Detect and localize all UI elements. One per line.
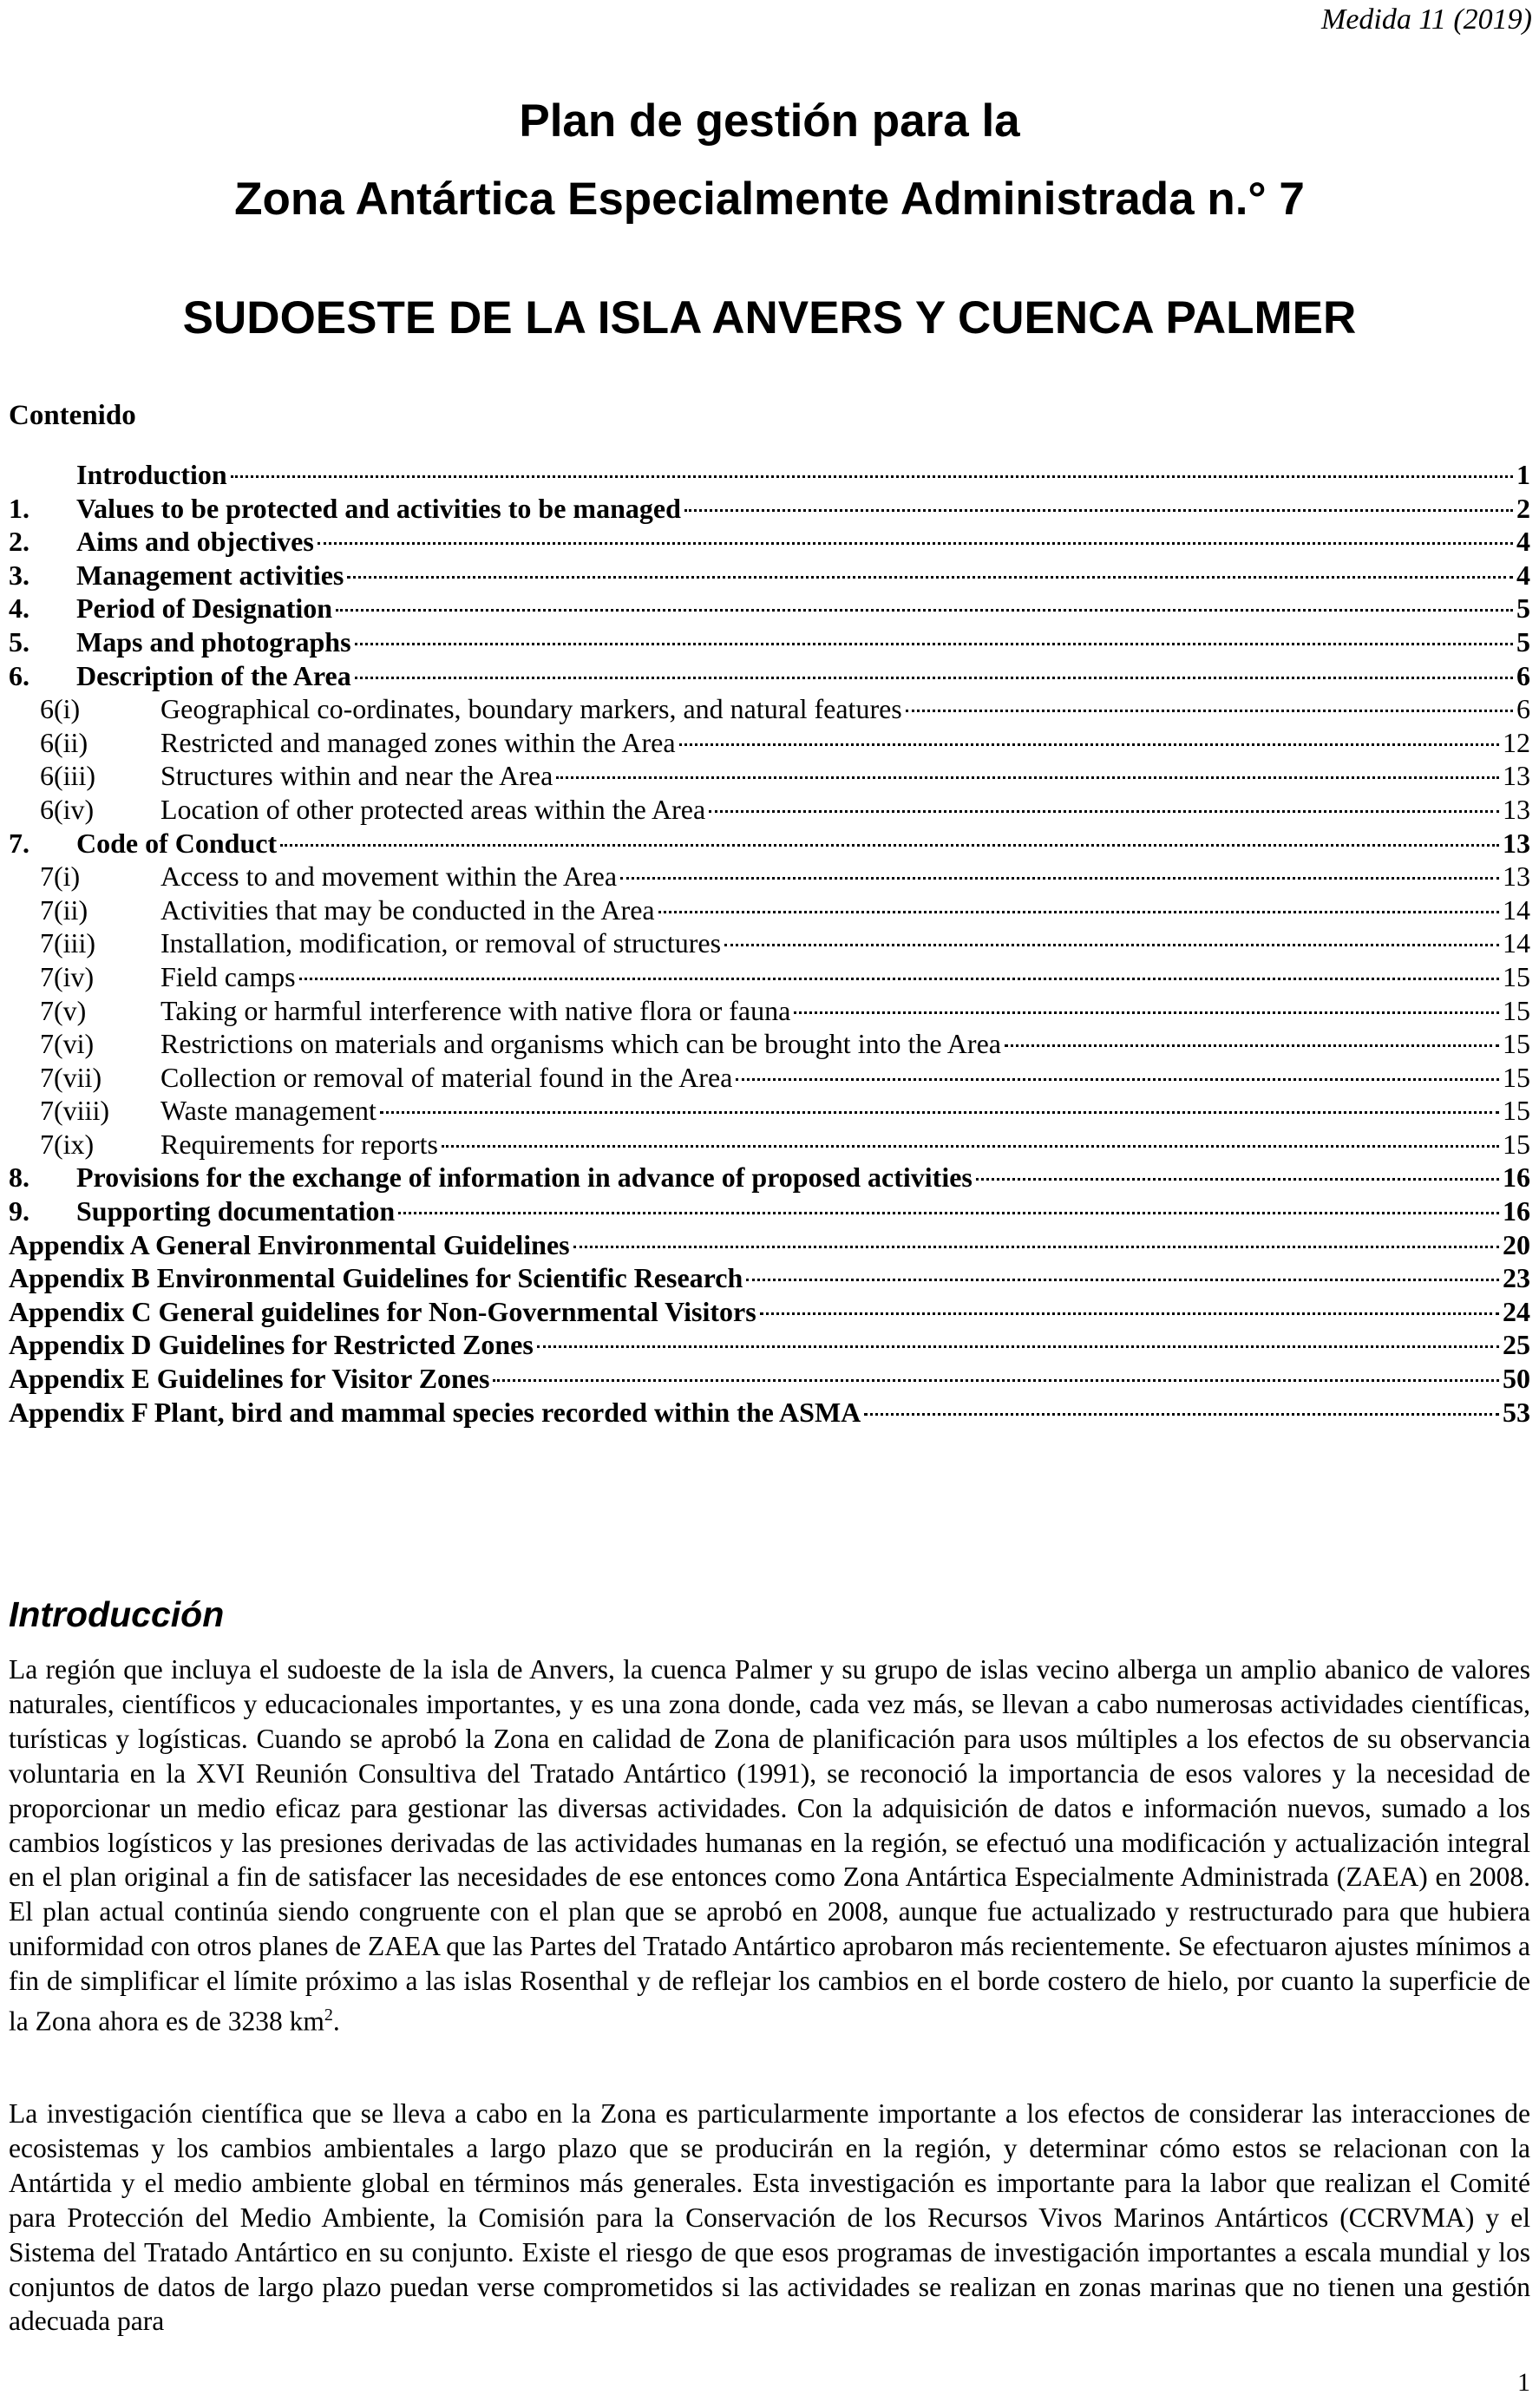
title-line-2: Zona Antártica Especialmente Administrada n.° 7 [234,173,1305,225]
intro-paragraph-1 [9,1652,1530,2038]
toc-entry-page: 14 [1503,927,1530,959]
toc-entry[interactable] [9,827,1530,860]
toc-entry-number: 7(iii) [40,927,95,959]
toc-entry-page: 13 [1503,793,1530,825]
toc-entry-page: 15 [1503,1128,1530,1160]
page-number: 1 [1517,2368,1530,2397]
measure-reference: Medida 11 (2019) [1321,3,1532,36]
toc-entry[interactable] [9,1061,1530,1095]
intro-paragraph-1-end: . [332,2006,340,2037]
toc-dot-leader [355,677,1513,679]
toc-dot-leader [760,1312,1499,1315]
toc-entry[interactable] [9,1027,1530,1061]
toc-entry-number: 8. [9,1161,29,1194]
toc-entry-title: Values to be protected and activities to be managed [76,492,681,524]
toc-entry[interactable] [9,759,1530,793]
toc-entry-page: 24 [1503,1295,1530,1327]
toc-entry-page: 15 [1503,960,1530,992]
toc-entry-title: Field camps [160,960,296,992]
toc-dot-leader [280,844,1499,847]
toc-dot-leader [556,776,1499,779]
toc-dot-leader [318,542,1513,545]
toc-entry-page: 5 [1516,625,1530,658]
toc-entry-page: 13 [1503,760,1530,792]
toc-entry-page: 15 [1503,1028,1530,1060]
toc-entry[interactable] [9,1094,1530,1128]
toc-entry-number: 4. [9,592,29,625]
toc-entry[interactable] [9,1295,1530,1329]
toc-entry-title: Appendix D Guidelines for Restricted Zones [9,1329,534,1361]
toc-entry[interactable] [9,559,1530,592]
title-line-3: SUDOESTE DE LA ISLA ANVERS Y CUENCA PALMER [182,292,1357,344]
toc-entry-title: Appendix E Guidelines for Visitor Zones [9,1363,490,1395]
toc-entry-number: 5. [9,625,29,658]
toc-entry[interactable] [9,625,1530,659]
toc-entry-number: 6(iii) [40,760,95,792]
toc-dot-leader [336,609,1513,612]
toc-entry-title: Installation, modification, or removal of structures [160,927,722,959]
toc-entry-page: 12 [1503,726,1530,758]
toc-entry[interactable] [9,659,1530,693]
toc-entry[interactable] [9,1194,1530,1228]
toc-entry-number: 6(ii) [40,726,88,758]
toc-dot-leader [736,1078,1499,1081]
toc-entry-number: 7(vi) [40,1028,95,1060]
toc-entry-title: Supporting documentation [76,1195,396,1227]
toc-entry-title: Activities that may be conducted in the Area [160,893,655,926]
toc-entry-page: 2 [1516,492,1530,524]
table-of-contents [9,458,1530,1429]
toc-dot-leader [1005,1044,1499,1047]
toc-entry[interactable] [9,893,1530,927]
toc-dot-leader [493,1379,1499,1382]
toc-dot-leader [746,1279,1499,1281]
toc-entry-title: Aims and objectives [76,526,314,558]
toc-entry-number: 3. [9,559,29,591]
toc-entry[interactable] [9,1328,1530,1362]
toc-entry-number: 6. [9,659,29,691]
toc-dot-leader [709,810,1499,813]
toc-entry-number: 7(viii) [40,1095,109,1127]
toc-entry-page: 23 [1503,1262,1530,1294]
toc-entry-number: 7(ii) [40,893,88,926]
toc-entry-page: 25 [1503,1329,1530,1361]
toc-entry-page: 13 [1503,827,1530,859]
toc-entry-page: 5 [1516,592,1530,625]
toc-entry-number: 7(vii) [40,1061,102,1093]
title-line-1: Plan de gestión para la [519,95,1020,147]
toc-entry-page: 1 [1516,459,1530,490]
toc-entry-title: Appendix A General Environmental Guidelines [9,1228,570,1260]
toc-entry-number: 6(iv) [40,793,95,825]
toc-dot-leader [684,509,1513,512]
toc-entry-page: 4 [1516,559,1530,591]
toc-dot-leader [442,1145,1499,1148]
superscript-2: 2 [324,2006,333,2025]
toc-dot-leader [679,743,1499,746]
toc-entry-title: Maps and photographs [76,625,351,658]
toc-entry-title: Structures within and near the Area [160,760,553,792]
toc-entry-page: 15 [1503,994,1530,1026]
toc-dot-leader [398,1212,1499,1214]
toc-entry[interactable] [9,1362,1530,1396]
toc-entry[interactable] [9,926,1530,960]
toc-entry-number: 7(ix) [40,1128,95,1160]
toc-entry-page: 4 [1516,526,1530,558]
toc-dot-leader [299,978,1499,980]
toc-heading: Contenido [9,400,136,431]
toc-dot-leader [347,576,1513,579]
toc-entry-title: Code of Conduct [76,827,278,859]
toc-entry-title: Introduction [76,459,227,490]
toc-entry-title: Provisions for the exchange of information in advance of proposed activities [76,1161,973,1194]
toc-entry-page: 14 [1503,893,1530,926]
toc-dot-leader [380,1111,1499,1114]
toc-entry-title: Management activities [76,559,344,591]
toc-entry-number: 7(iv) [40,960,95,992]
toc-entry[interactable] [9,525,1530,559]
section-heading-introduccion: Introducción [9,1594,225,1634]
toc-entry-title: Access to and movement within the Area [160,860,618,893]
toc-entry-title: Location of other protected areas within the Area [160,793,706,825]
toc-entry-title: Restrictions on materials and organisms which can be brought into the Area [160,1028,1001,1060]
toc-entry-number: 6(i) [40,693,81,725]
toc-entry-number: 7(i) [40,860,81,893]
toc-entry-title: Appendix B Environmental Guidelines for Scientific Research [9,1262,743,1294]
toc-entry-title: Requirements for reports [160,1128,438,1160]
toc-entry-number: 9. [9,1195,29,1227]
toc-dot-leader [906,710,1513,712]
toc-entry[interactable] [9,860,1530,893]
toc-entry[interactable] [9,1128,1530,1161]
toc-entry-page: 16 [1503,1161,1530,1194]
toc-entry[interactable] [9,592,1530,625]
toc-entry-page: 20 [1503,1228,1530,1260]
toc-entry-title: Taking or harmful interference with native flora or fauna [160,994,791,1026]
toc-entry[interactable] [9,793,1530,827]
toc-entry[interactable] [9,492,1530,526]
toc-entry-title: Geographical co-ordinates, boundary markers, and natural features [160,693,902,725]
toc-entry-number: 1. [9,492,29,524]
toc-dot-leader [658,911,1499,913]
toc-dot-leader [620,877,1499,880]
toc-entry-number: 2. [9,526,29,558]
toc-entry[interactable] [9,692,1530,726]
toc-dot-leader [231,475,1513,478]
toc-entry-page: 50 [1503,1363,1530,1395]
toc-entry[interactable] [9,994,1530,1028]
toc-entry-page: 15 [1503,1095,1530,1127]
toc-dot-leader [864,1413,1499,1416]
toc-dot-leader [573,1246,1499,1248]
toc-entry-page: 53 [1503,1396,1530,1428]
toc-entry[interactable] [9,960,1530,994]
toc-entry[interactable] [9,1228,1530,1262]
toc-entry[interactable] [9,1261,1530,1295]
toc-entry-title: Description of the Area [76,659,351,691]
intro-paragraph-2: La investigación científica que se lleva a cabo en la Zona es particularmente importante a los efectos de considerar las interacciones de ecosistemas y los cambios ambientales a largo plazo que se producirán en la región, y determinar cómo estos se relacionan con la Antártida y el medio ambiente global en términos más generales. Esta investigación es importante para la labor que realizan el Comité para Protección del Medio Ambiente, la Comisión para la Conservación de los Recursos Vivos Marinos Antárticos (CCRVMA) y el Sistema del Tratado Antártico en su conjunto. Existe el riesgo de que esos programas de investigación importantes a escala mundial y los conjuntos de datos de largo plazo puedan verse comprometidos si las actividades se realizan en zonas marinas que no tienen una gestión adecuada para [9,2098,1530,2337]
toc-entry[interactable] [9,1161,1530,1194]
toc-entry[interactable] [9,726,1530,760]
toc-entry-title: Appendix F Plant, bird and mammal species recorded within the ASMA [9,1396,861,1428]
toc-entry-title: Collection or removal of material found in the Area [160,1061,733,1093]
toc-dot-leader [976,1178,1499,1181]
toc-entry-page: 15 [1503,1061,1530,1093]
toc-entry-title: Restricted and managed zones within the Area [160,726,676,758]
toc-entry-page: 6 [1516,659,1530,691]
toc-entry-page: 6 [1516,693,1530,725]
toc-entry-number: 7(v) [40,994,87,1026]
toc-dot-leader [355,643,1513,645]
toc-entry-title: Waste management [160,1095,377,1127]
toc-entry-title: Period of Designation [76,592,333,625]
intro-paragraph-1-text: La región que incluya el sudoeste de la isla de Anvers, la cuenca Palmer y su grupo de islas vecino alberga un amplio abanico de valores naturales, científicos y educacionales importantes, y es una zona donde, cada vez más, se llevan a cabo numerosas actividades científicas, turísticas y logísticas. Cuando se aprobó la Zona en calidad de Zona de planificación para usos múltiples a los efectos de su observancia voluntaria en la XVI Reunión Consultiva del Tratado Antártico (1991), se reconoció la importancia de esos valores y la necesidad de proporcionar un medio eficaz para gestionar las diversas actividades. Con la adquisición de datos e información nuevos, sumado a los cambios logísticos y las presiones derivadas de las actividades humanas en la región, se efectuó una modificación y actualización integral en el plan original a fin de satisfacer las necesidades de ese entonces como Zona Antártica Especialmente Administrada (ZAEA) en 2008. El plan actual continúa siendo congruente con el plan que se aprobó en 2008, aunque fue actualizado y restructurado para que hubiera uniformidad con otros planes de ZAEA que las Partes del Tratado Antártico aprobaron más recientemente. Se efectuaron ajustes mínimos a fin de simplificar el límite próximo a las islas Rosenthal y de reflejar los cambios en el borde costero de hielo, por cuanto la superficie de la Zona ahora es de 3238 km [9,1654,1530,2037]
toc-dot-leader [537,1345,1499,1348]
toc-entry-page: 16 [1503,1195,1530,1227]
toc-entry-title: Appendix C General guidelines for Non-Governmental Visitors [9,1295,756,1327]
toc-dot-leader [794,1011,1499,1014]
toc-entry[interactable] [9,1396,1530,1430]
toc-entry-number: 7. [9,827,29,859]
toc-dot-leader [724,944,1499,946]
toc-entry[interactable] [9,458,1530,492]
toc-entry-page: 13 [1503,860,1530,893]
